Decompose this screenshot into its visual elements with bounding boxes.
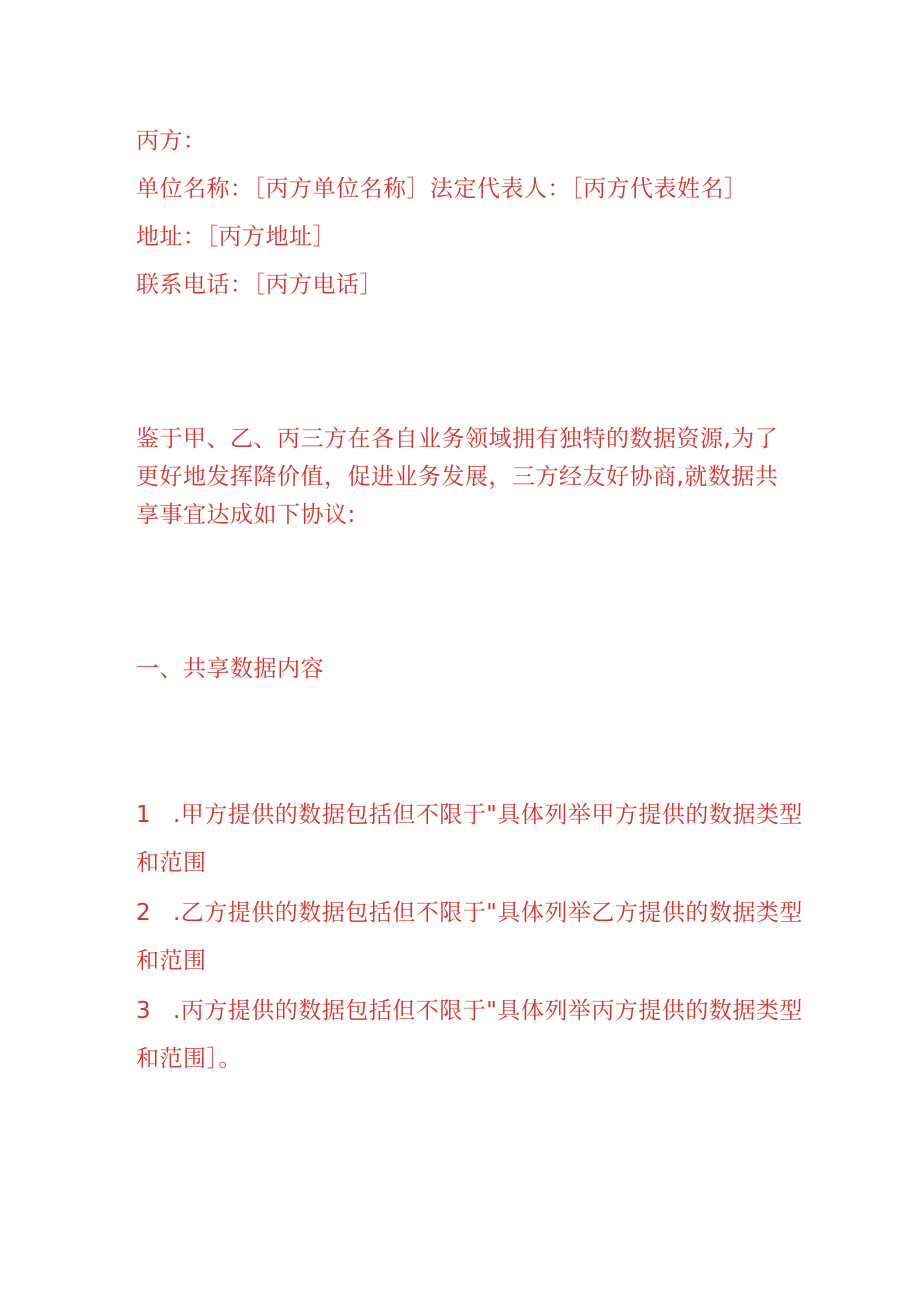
party-c-heading: 丙方： xyxy=(136,128,207,154)
list-item-continuation: 和范围 xyxy=(136,850,207,876)
list-item-number: 3 xyxy=(136,998,152,1024)
list-item-continuation: 和范围 xyxy=(136,948,207,974)
list-item-text: .甲方提供的数据包括但不限于"具体列举甲方提供的数据类型 xyxy=(172,802,803,828)
list-item-text: .丙方提供的数据包括但不限于"具体列举丙方提供的数据类型 xyxy=(172,998,803,1024)
party-c-address-line: 地址：［丙方地址］ xyxy=(136,224,336,250)
list-item-continuation: 和范围］。 xyxy=(136,1046,242,1072)
list-item xyxy=(136,800,803,830)
list-item-number: 1 xyxy=(136,802,152,828)
preamble-paragraph: 鉴于甲、乙、丙三方在各自业务领域拥有独特的数据资源,为了更好地发挥降价值，促进业务发展，三方经友好协商,就数据共享事宜达成如下协议: xyxy=(136,426,779,528)
list-item-text: .乙方提供的数据包括但不限于"具体列举乙方提供的数据类型 xyxy=(172,900,803,926)
section-1-title: 一、共享数据内容 xyxy=(136,656,324,682)
party-c-phone-line: 联系电话：［丙方电话］ xyxy=(136,272,383,298)
party-c-unit-line: 单位名称：［丙方单位名称］法定代表人：［丙方代表姓名］ xyxy=(136,176,748,202)
list-item xyxy=(136,996,803,1026)
list-item xyxy=(136,898,803,928)
list-item-number: 2 xyxy=(136,900,152,926)
